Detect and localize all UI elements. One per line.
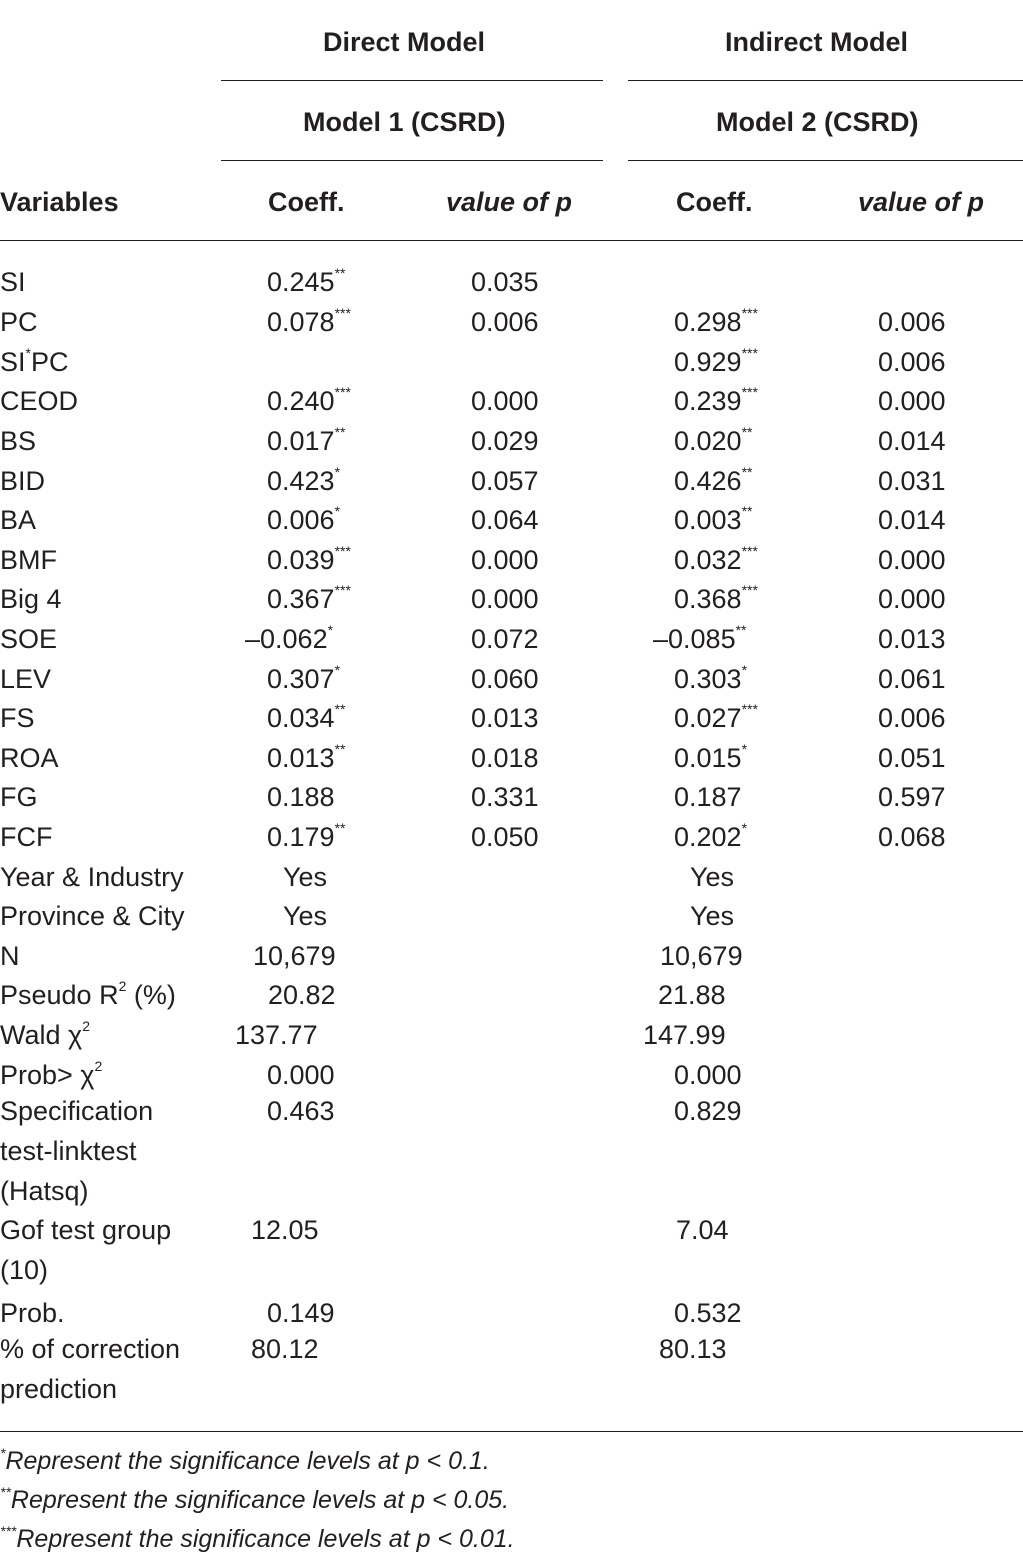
coeff-model2: –0.085**	[653, 622, 747, 654]
p-value-model1: 0.000	[471, 545, 539, 575]
coeff-model1: 0.240***	[267, 384, 351, 416]
variable-name: SOE	[0, 624, 58, 654]
significance-mark: ***	[334, 582, 351, 598]
coeff-model2: Yes	[690, 901, 735, 931]
p-value-model1: 0.331	[471, 782, 539, 812]
header-indirect-model: Indirect Model	[725, 27, 909, 57]
variable-name	[0, 1210, 171, 1290]
variable-name: PC	[0, 307, 38, 337]
p-value-model2: 0.014	[878, 426, 946, 456]
coeff-model2: Yes	[690, 862, 735, 892]
variable-name: BS	[0, 426, 37, 456]
variable-name: FS	[0, 703, 35, 733]
footnote-2: **Represent the significance levels at p < 0.05.	[0, 1484, 510, 1514]
p-value-model1: 0.035	[471, 267, 539, 297]
header-rule-model2	[628, 160, 1023, 161]
coeff-model2: 0.032***	[674, 543, 758, 575]
variable-name: FG	[0, 782, 38, 812]
variable-name: FCF	[0, 822, 53, 852]
variable-name: Wald $\chi^2$	[0, 1018, 90, 1050]
variable-name: N	[0, 941, 20, 971]
variable-name: Prob> $\chi^2$	[0, 1058, 103, 1090]
significance-mark: **	[741, 464, 753, 480]
variable-name: LEV	[0, 664, 52, 694]
significance-mark: **	[334, 820, 346, 836]
coeff-model2: 0.187	[674, 782, 742, 812]
significance-mark: ***	[741, 701, 758, 717]
variable-name-line: (10)	[0, 1255, 49, 1285]
p-value-model1: 0.057	[471, 466, 539, 496]
header-model1: Model 1 (CSRD)	[303, 107, 506, 137]
p-value-model2: 0.061	[878, 664, 946, 694]
p-value-model2: 0.031	[878, 466, 946, 496]
significance-mark: *	[334, 503, 341, 519]
header-p-1: value of p	[446, 187, 573, 217]
p-value-model2: 0.000	[878, 584, 946, 614]
significance-mark: ***	[334, 543, 351, 559]
variable-name-line: prediction	[0, 1374, 118, 1404]
variable-name: Pseudo $R^2$ (%)	[0, 978, 176, 1010]
coeff-model1: 0.423*	[267, 464, 341, 496]
p-value-model2: 0.006	[878, 703, 946, 733]
coeff-model1: –0.062*	[245, 622, 334, 654]
significance-mark: **	[334, 424, 346, 440]
coeff-model1: 0.463	[267, 1096, 335, 1126]
significance-mark: **	[334, 741, 346, 757]
header-variables: Variables	[0, 187, 119, 217]
coeff-model2: 0.000	[674, 1060, 742, 1090]
variable-name-line: Gof test group	[0, 1215, 172, 1245]
coeff-model1: 0.149	[267, 1298, 335, 1328]
significance-mark: **	[741, 503, 753, 519]
significance-mark: **	[334, 265, 346, 281]
significance-mark: *	[741, 741, 748, 757]
p-value-model2: 0.013	[878, 624, 946, 654]
coeff-model1: 0.039***	[267, 543, 351, 575]
coeff-model1: 0.179**	[267, 820, 346, 852]
significance-mark: *	[327, 622, 334, 638]
table-bottom-rule	[0, 1431, 1023, 1432]
header-direct-model: Direct Model	[323, 27, 486, 57]
coeff-model2: 0.003**	[674, 503, 753, 535]
p-value-model1: 0.064	[471, 505, 539, 535]
coeff-model1: 10,679	[253, 941, 336, 971]
footnote-1: *Represent the significance levels at p < 0.1.	[0, 1445, 490, 1475]
header-coeff-1: Coeff.	[268, 187, 345, 217]
coeff-model2: 7.04	[676, 1215, 729, 1245]
coeff-model2: 10,679	[660, 941, 743, 971]
coeff-model2: 0.368***	[674, 582, 758, 614]
coeff-model1: 20.82	[268, 980, 336, 1010]
variable-name: Big 4	[0, 584, 62, 614]
p-value-model2: 0.000	[878, 386, 946, 416]
p-value-model2: 0.006	[878, 347, 946, 377]
p-value-model2: 0.068	[878, 822, 946, 852]
header-p-2: value of p	[858, 187, 985, 217]
p-value-model1: 0.060	[471, 664, 539, 694]
p-value-model2: 0.014	[878, 505, 946, 535]
variable-name-line: test-linktest	[0, 1136, 137, 1166]
coeff-model2: 0.015*	[674, 741, 748, 773]
variable-name-line: (Hatsq)	[0, 1176, 89, 1206]
coeff-model2: 80.13	[659, 1334, 727, 1364]
variable-name: BA	[0, 505, 37, 535]
p-value-model1: 0.029	[471, 426, 539, 456]
p-value-model2: 0.051	[878, 743, 946, 773]
coeff-model2: 0.027***	[674, 701, 758, 733]
header-model2: Model 2 (CSRD)	[716, 107, 919, 137]
variable-name: CEOD	[0, 386, 79, 416]
significance-mark: ***	[334, 305, 351, 321]
significance-mark: ***	[741, 305, 758, 321]
significance-mark: *	[334, 662, 341, 678]
p-value-model1: 0.018	[471, 743, 539, 773]
coeff-model1: 0.307*	[267, 662, 341, 694]
significance-mark: ***	[741, 582, 758, 598]
coeff-model1: 0.188	[267, 782, 335, 812]
variable-name: Province & City	[0, 901, 185, 931]
significance-mark: **	[735, 622, 747, 638]
significance-mark: **	[334, 701, 346, 717]
coeff-model1: 0.367***	[267, 582, 351, 614]
coeff-model1: Yes	[283, 901, 328, 931]
variable-name: Year & Industry	[0, 862, 184, 892]
header-rule-model1	[221, 160, 603, 161]
p-value-model1: 0.000	[471, 584, 539, 614]
coeff-model2: 147.99	[643, 1020, 726, 1050]
significance-mark: ***	[741, 384, 758, 400]
coeff-model1: 0.013**	[267, 741, 346, 773]
p-value-model1: 0.072	[471, 624, 539, 654]
variable-name: SI	[0, 267, 26, 297]
coeff-model2: 0.202*	[674, 820, 748, 852]
coeff-model1: 12.05	[251, 1215, 319, 1245]
p-value-model2: 0.006	[878, 307, 946, 337]
coeff-model1: 0.006*	[267, 503, 341, 535]
p-value-model1: 0.013	[471, 703, 539, 733]
coeff-model2: 0.020**	[674, 424, 753, 456]
header-rule-indirect	[628, 80, 1023, 81]
coeff-model2: 21.88	[658, 980, 726, 1010]
coeff-model1: 0.034**	[267, 701, 346, 733]
variable-name	[0, 1329, 180, 1409]
footnote-3: ***Represent the significance levels at p < 0.01.	[0, 1523, 515, 1553]
variable-name: Prob.	[0, 1298, 65, 1328]
significance-mark: *	[741, 820, 748, 836]
significance-mark: *	[334, 464, 341, 480]
coeff-model2: 0.239***	[674, 384, 758, 416]
header-bottom-rule	[0, 240, 1023, 241]
coeff-model1: 0.000	[267, 1060, 335, 1090]
p-value-model1: 0.050	[471, 822, 539, 852]
coeff-model1: 0.078***	[267, 305, 351, 337]
coeff-model1: 137.77	[235, 1020, 318, 1050]
coeff-model1: Yes	[283, 862, 328, 892]
variable-name: BID	[0, 466, 46, 496]
coeff-model2: 0.426**	[674, 464, 753, 496]
p-value-model2: 0.000	[878, 545, 946, 575]
significance-mark: ***	[741, 543, 758, 559]
significance-mark: ***	[334, 384, 351, 400]
variable-name: ROA	[0, 743, 59, 773]
variable-name-line: % of correction	[0, 1334, 181, 1364]
coeff-model1: 0.017**	[267, 424, 346, 456]
significance-mark: *	[741, 662, 748, 678]
variable-name: SI*PC	[0, 345, 69, 377]
coeff-model2: 0.532	[674, 1298, 742, 1328]
coeff-model1: 0.245**	[267, 265, 346, 297]
variable-name-line: Specification	[0, 1096, 154, 1126]
p-value-model1: 0.000	[471, 386, 539, 416]
header-coeff-2: Coeff.	[676, 187, 753, 217]
significance-mark: **	[741, 424, 753, 440]
coeff-model1: 80.12	[251, 1334, 319, 1364]
header-rule-direct	[221, 80, 603, 81]
coeff-model2: 0.829	[674, 1096, 742, 1126]
variable-name: BMF	[0, 545, 57, 575]
significance-mark: ***	[741, 345, 758, 361]
variable-name	[0, 1091, 153, 1211]
coeff-model2: 0.929***	[674, 345, 758, 377]
p-value-model1: 0.006	[471, 307, 539, 337]
coeff-model2: 0.303*	[674, 662, 748, 694]
coeff-model2: 0.298***	[674, 305, 758, 337]
p-value-model2: 0.597	[878, 782, 946, 812]
